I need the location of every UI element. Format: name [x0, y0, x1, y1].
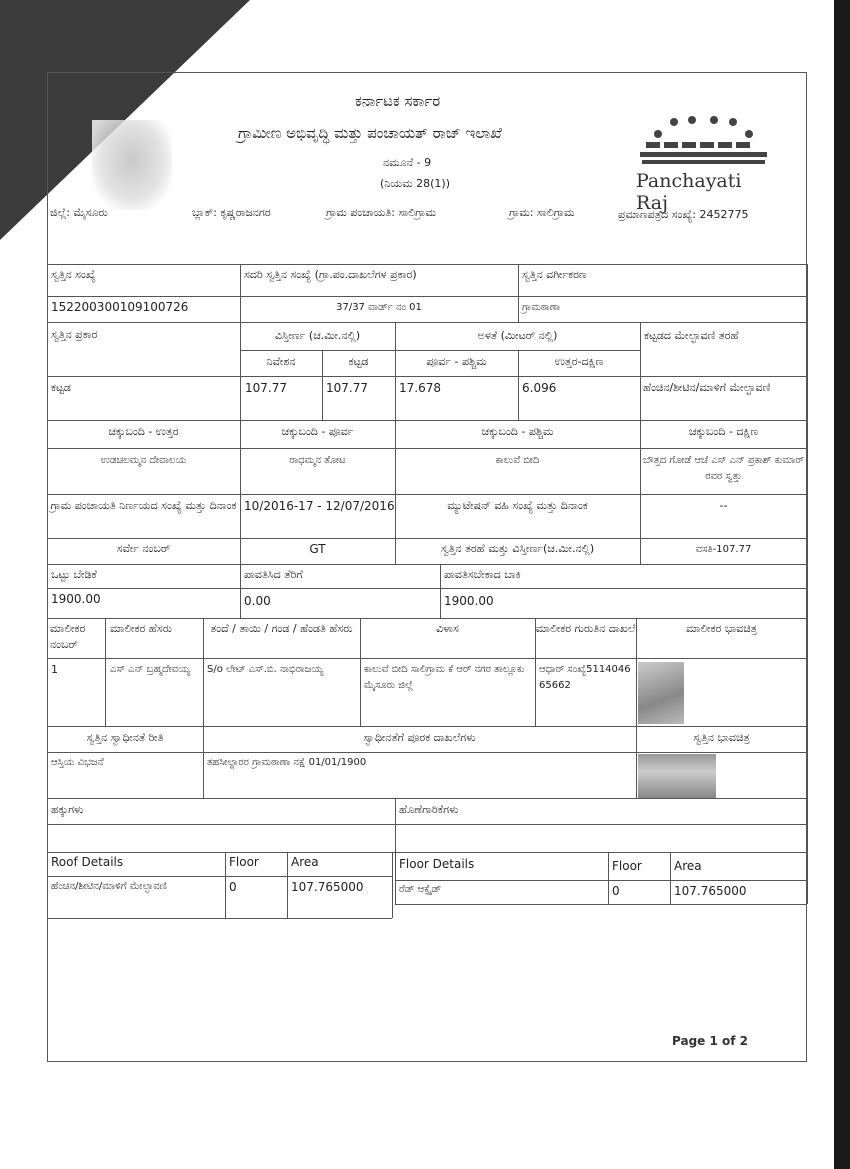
- people-logo-icon: [636, 114, 771, 170]
- property-type: ಕಟ್ಟಡ: [51, 381, 71, 394]
- owner-name: ಎಸ್ ಎನ್ ಬ್ರಹ್ಮದೇವಯ್ಯ: [110, 664, 191, 675]
- owner-address: ಕಾಲುವೆ ಬೀದಿ ಸಾಲಿಗ್ರಾಮ ಕೆ ಆರ್ ನಗರ ತಾಲ್ಲೂಕು ಮೈಸೂರು ಜಿಲ್ಲೆ: [364, 664, 525, 691]
- tax-paid: 0.00: [244, 594, 271, 608]
- label-area: ವಿಸ್ತೀರ್ಣ (ಚ.ಮೀ.ನಲ್ಲಿ): [274, 329, 361, 342]
- form-number: ನಮೂನೆ - 9: [383, 156, 432, 169]
- label-boundary-north: ಚಕ್ಕುಬಂದಿ - ಉತ್ತರ: [108, 425, 179, 438]
- label-relation-name: ತಂದೆ / ತಾಯಿ / ಗಂಡ / ಹೆಂಡತಿ ಹೆಸರು: [210, 622, 353, 635]
- label-east-west: ಪೂರ್ವ - ಪಶ್ಚಿಮ: [426, 355, 487, 368]
- survey-number: GT: [309, 542, 326, 556]
- building-area: 107.77: [326, 381, 368, 395]
- boundary-east: ರಾಧಮ್ಮನ ತೋಟ: [289, 455, 346, 466]
- gov-title: ಕರ್ನಾಟಕ ಸರ್ಕಾರ: [355, 92, 441, 110]
- boundary-north: ಉಡಚಲಮ್ಮನ ದೇವಾಲಯ: [100, 455, 187, 466]
- north-south-length: 6.096: [522, 381, 557, 395]
- label-owner-name: ಮಾಲೀಕರ ಹೆಸರು: [110, 622, 173, 635]
- property-id: 152200300109100726: [51, 300, 189, 314]
- site-area: 107.77: [245, 381, 287, 395]
- label-roof-floor: Floor: [229, 855, 259, 869]
- label-property-kind: ಸ್ವತ್ತಿನ ತರಹೆ ಮತ್ತು ವಿಸ್ತೀರ್ಣ(ಚ.ಮೀ.ನಲ್ಲಿ): [440, 542, 595, 555]
- label-measurement: ಅಳತೆ (ಮೀಟರ್ ನಲ್ಲಿ): [477, 329, 558, 342]
- label-property-id: ಸ್ವತ್ತಿನ ಸಂಖ್ಯೆ: [51, 268, 96, 281]
- village: ಗ್ರಾಮ: ಸಾಲಿಗ್ರಾಮ: [509, 206, 575, 219]
- block: ಬ್ಲಾಕ್: ಕೃಷ್ಣರಾಜನಗರ: [192, 206, 271, 219]
- label-tax-paid: ಪಾವತಿಸಿದ ತೆರಿಗೆ: [244, 568, 303, 581]
- label-building: ಕಟ್ಟಡ: [348, 355, 369, 368]
- label-property-type: ಸ್ವತ್ತಿನ ಪ್ರಕಾರ: [51, 328, 98, 341]
- total-demand: 1900.00: [51, 592, 101, 606]
- label-liabilities: ಹೊಣೆಗಾರಿಕೆಗಳು: [399, 803, 459, 816]
- label-sadari-id: ಸದರಿ ಸ್ವತ್ತಿನ ಸಂಖ್ಯೆ (ಗ್ರಾ.ಪಂ.ದಾಖಲೆಗಳ ಪ್ರಕಾರ): [244, 268, 417, 281]
- classification: ಗ್ರಾಮಠಾಣಾ: [522, 302, 561, 313]
- label-roof-details: Roof Details: [51, 855, 124, 869]
- page-number: Page 1 of 2: [672, 1034, 748, 1048]
- label-tax-due: ಪಾವತಿಸಬೇಕಾದ ಬಾಕಿ: [444, 568, 521, 581]
- floor-area: 107.765000: [674, 884, 747, 898]
- relation-name: S/o ಲೇಟ್ ಎಸ್.ಬಿ. ನಾಭಿರಾಜಯ್ಯ: [207, 664, 324, 675]
- district: ಜಿಲ್ಲೆ: ಮೈಸೂರು: [50, 206, 108, 219]
- mutation: --: [719, 499, 728, 512]
- sadari-id: 37/37 ವಾರ್ಡ್ ನಂ 01: [336, 302, 422, 313]
- label-site: ನಿವೇಶನ: [266, 355, 296, 368]
- karnataka-emblem-icon: [92, 120, 172, 210]
- logo-text: Panchayati Raj: [636, 170, 742, 214]
- label-boundary-south: ಚಕ್ಕುಬಂದಿ - ದಕ್ಷಿಣ: [688, 425, 759, 438]
- ownership-mode: ಆಸ್ತಿಯ ವಿಭಜನೆ: [51, 757, 104, 768]
- roof-details: ಹೆಂಚಿನ/ಶೀಟಿನ/ಮಾಳಿಗೆ ಮೇಲ್ಛಾವಣಿ: [51, 881, 167, 892]
- certificate-number: ಪ್ರಮಾಣಪತ್ರದ ಸಂಖ್ಯೆ: 2452775: [618, 208, 749, 221]
- boundary-west: ಕಾಲುವೆ ಬೀದಿ: [495, 455, 540, 466]
- roof-floor: 0: [229, 880, 237, 894]
- rule-number: (ನಿಯಮ 28(1)): [380, 177, 451, 190]
- label-id-proof: ಮಾಲೀಕರ ಗುರುತಿನ ದಾಖಲೆ: [535, 622, 636, 635]
- roof-area: 107.765000: [291, 880, 364, 894]
- floor-details: ರೆಡ್ ಆಕ್ಸೈಡ್: [399, 884, 442, 895]
- owner-id-proof: ಆಧಾರ್ ಸಂಖ್ಯೆ511404665662: [539, 664, 631, 691]
- label-ownership-docs: ಸ್ವಾಧೀನತೆಗೆ ಪೂರಕ ದಾಖಲೆಗಳು: [363, 731, 476, 744]
- label-owner-photo: ಮಾಲೀಕರ ಭಾವಚಿತ್ರ: [686, 622, 757, 635]
- property-kind: ವಸತಿ-107.77: [695, 544, 752, 555]
- label-survey-number: ಸರ್ವೇ ನಂಬರ್: [116, 542, 171, 555]
- label-floor-details: Floor Details: [399, 857, 475, 871]
- gp-resolution: 10/2016-17 - 12/07/2016: [244, 499, 395, 513]
- label-classification: ಸ್ವತ್ತಿನ ವರ್ಗೀಕರಣ: [522, 268, 587, 281]
- owner-photo: [638, 662, 684, 724]
- property-photo: [638, 754, 716, 798]
- owner-number: 1: [51, 663, 58, 676]
- dept-title: ಗ್ರಾಮೀಣ ಅಭಿವೃದ್ಧಿ ಮತ್ತು ಪಂಚಾಯತ್ ರಾಜ್ ಇಲಾಖೆ: [238, 124, 502, 142]
- floor-floor: 0: [612, 884, 620, 898]
- label-roof-area: Area: [291, 855, 319, 869]
- ownership-docs: ತಹಸೀಲ್ದಾರರ ಗ್ರಾಮಠಾಣಾ ನಕ್ಷೆ 01/01/1900: [207, 757, 367, 768]
- gram-panchayat: ಗ್ರಾಮ ಪಂಚಾಯತಿ: ಸಾಲಿಗ್ರಾಮ: [326, 206, 436, 219]
- label-total-demand: ಒಟ್ಟು ಬೇಡಿಕೆ: [51, 568, 97, 581]
- label-floor-area: Area: [674, 859, 702, 873]
- label-rights: ಹಕ್ಕುಗಳು: [51, 803, 84, 816]
- roof-type: ಹೆಂಚಿನ/ಶೀಟಿನ/ಮಾಳಿಗೆ ಮೇಲ್ಛಾವಣಿ: [643, 381, 771, 394]
- boundary-south: ಬೌತ್ತದ ಗೋಡೆ ಆಚೆ ಎಸ್ ಎನ್ ಪ್ರಕಾಶ್ ಕುಮಾರ್ ರವರ ಸ್ವತ್ತು: [643, 455, 804, 482]
- east-west-length: 17.678: [399, 381, 441, 395]
- label-roof-type: ಕಟ್ಟಡದ ಮೇಲ್ಛಾವಣಿ ತರಹೆ: [644, 329, 739, 342]
- label-floor-floor: Floor: [612, 859, 642, 873]
- label-mutation: ಮ್ಯುಟೇಷನ್ ವಹಿ ಸಂಖ್ಯೆ ಮತ್ತು ದಿನಾಂಕ: [447, 499, 588, 512]
- tax-due: 1900.00: [444, 594, 494, 608]
- label-owner-number: ಮಾಲೀಕರ ನಂಬರ್: [50, 622, 86, 651]
- label-boundary-west: ಚಕ್ಕುಬಂದಿ - ಪಶ್ಚಿಮ: [481, 425, 554, 438]
- scan-edge: [834, 0, 850, 1169]
- label-boundary-east: ಚಕ್ಕುಬಂದಿ - ಪೂರ್ವ: [281, 425, 354, 438]
- label-address: ವಿಳಾಸ: [436, 622, 459, 635]
- label-property-photo: ಸ್ವತ್ತಿನ ಭಾವಚಿತ್ರ: [693, 731, 750, 744]
- label-north-south: ಉತ್ತರ-ದಕ್ಷಿಣ: [554, 355, 604, 368]
- label-gp-resolution: ಗ್ರಾಮ ಪಂಚಾಯತಿ ನಿರ್ಣಯದ ಸಂಖ್ಯೆ ಮತ್ತು ದಿನಾಂಕ: [50, 499, 237, 512]
- panchayati-raj-logo: [636, 114, 771, 214]
- label-ownership-mode: ಸ್ವತ್ತಿನ ಸ್ವಾಧೀನತೆ ರೀತಿ: [86, 731, 164, 744]
